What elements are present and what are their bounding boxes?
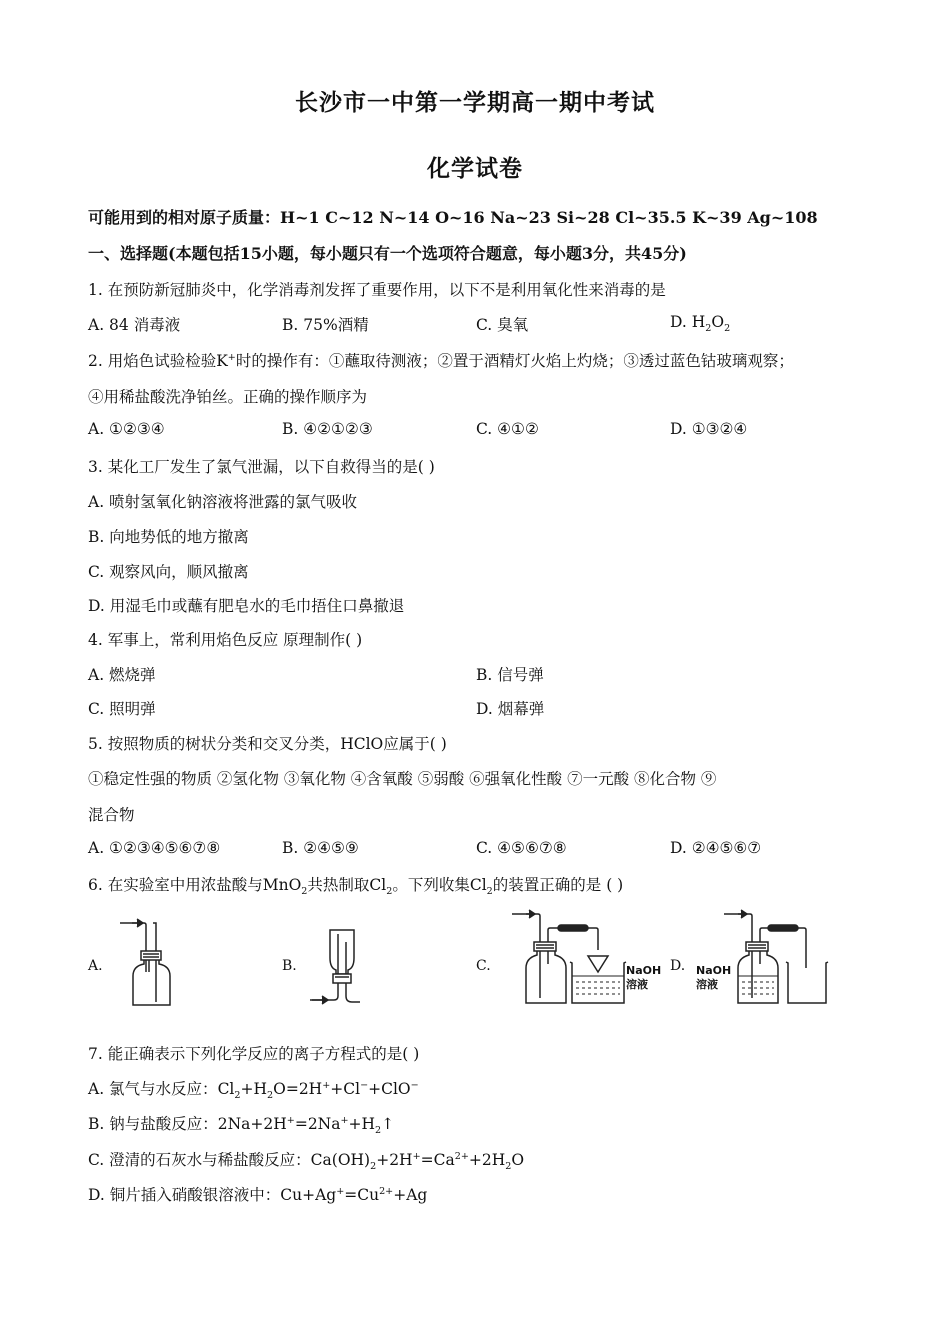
apparatus-a-diagram xyxy=(118,912,178,1012)
q2-option-c: C. ④①② xyxy=(476,420,539,438)
q4-option-b: B. 信号弹 xyxy=(476,666,544,684)
q4-option-d: D. 烟幕弹 xyxy=(476,700,545,718)
apparatus-c-diagram xyxy=(504,908,664,1012)
q5-options-line1: ①稳定性强的物质 ②氢化物 ③氧化物 ④含氧酸 ⑤弱酸 ⑥强氧化性酸 ⑦一元酸 ⑧化合物 ⑨ xyxy=(88,770,717,788)
q2-option-d: D. ①③②④ xyxy=(670,420,748,438)
q2-option-b: B. ④②①②③ xyxy=(282,420,373,438)
q6-stem: 6. 在实验室中用浓盐酸与MnO$_2$共热制取$Cl_2$。下列收集$Cl_2$的装置正确的是 ( ) xyxy=(88,876,624,898)
page-title: 长沙市一中第一学期高一期中考试 xyxy=(295,89,655,116)
q7-stem: 7. 能正确表示下列化学反应的离子方程式的是( ) xyxy=(88,1045,420,1063)
q1-option-c: C. 臭氧 xyxy=(476,316,529,334)
q2-option-a: A. ①②③④ xyxy=(88,420,165,438)
q2-stem: 2. 用焰色试验检验K+时的操作有：①蘸取待测液；②置于酒精灯火焰上灼烧；③透过蓝色钴玻璃观察； xyxy=(88,351,794,370)
apparatus-c-naoh-label: NaOH xyxy=(626,964,662,977)
q5-stem: 5. 按照物质的树状分类和交叉分类，HClO应属于( ) xyxy=(88,735,447,753)
q4-stem: 4. 军事上，常利用焰色反应 原理制作( ) xyxy=(88,631,363,649)
q6-fig-c-label: C. xyxy=(476,958,491,974)
q7-option-b: B. 钠与盐酸反应：$2Na+2H^+=2Na^++H_2↑$ xyxy=(88,1114,395,1137)
q2-stem-line2: ④用稀盐酸洗净铂丝。正确的操作顺序为 xyxy=(88,388,368,406)
apparatus-d-diagram xyxy=(694,908,834,1012)
q6-fig-b-label: B. xyxy=(282,958,297,974)
q1-stem: 1. 在预防新冠肺炎中，化学消毒剂发挥了重要作用，以下不是利用氧化性来消毒的是 xyxy=(88,281,666,299)
q4-option-a: A. 燃烧弹 xyxy=(88,666,156,684)
q6-fig-a-label: A. xyxy=(88,958,103,974)
q3-option-b: B. 向地势低的地方撤离 xyxy=(88,528,249,546)
q3-option-d: D. 用湿毛巾或蘸有肥皂水的毛巾捂住口鼻撤退 xyxy=(88,597,405,615)
section-heading: 一、选择题(本题包括15小题，每小题只有一个选项符合题意，每小题3分，共45分) xyxy=(88,244,687,263)
q3-stem: 3. 某化工厂发生了氯气泄漏，以下自救得当的是( ) xyxy=(88,458,435,476)
q6-fig-d-label: D. xyxy=(670,958,686,974)
q5-option-d: D. ②④⑤⑥⑦ xyxy=(670,839,762,857)
atomic-masses: 可能用到的相对原子质量：H~1 C~12 N~14 O~16 Na~23 Si~28 Cl~35.5 K~39 Ag~108 xyxy=(88,208,818,227)
q5-option-b: B. ②④⑤⑨ xyxy=(282,839,359,857)
q7-option-c: C. 澄清的石灰水与稀盐酸反应：$Ca(OH)_2+2H^+=Ca^{2+}+2H_2O$ xyxy=(88,1150,525,1173)
q7-option-a: A. 氯气与水反应：$Cl_2+H_2O=2H^++Cl^-+ClO^-$ xyxy=(88,1079,419,1102)
q5-options-line2: 混合物 xyxy=(88,806,135,824)
q3-option-a: A. 喷射氢氧化钠溶液将泄露的氯气吸收 xyxy=(88,493,358,511)
q5-option-c: C. ④⑤⑥⑦⑧ xyxy=(476,839,567,857)
q1-option-b: B. 75%酒精 xyxy=(282,316,369,334)
apparatus-b-diagram xyxy=(308,922,368,1012)
apparatus-c-solution-label: 溶液 xyxy=(626,978,648,991)
apparatus-d-naoh-label: NaOH xyxy=(696,964,732,977)
page-subtitle: 化学试卷 xyxy=(427,155,523,182)
q5-option-a: A. ①②③④⑤⑥⑦⑧ xyxy=(88,839,221,857)
q3-option-c: C. 观察风向，顺风撤离 xyxy=(88,563,249,581)
apparatus-d-solution-label: 溶液 xyxy=(696,978,718,991)
q4-option-c: C. 照明弹 xyxy=(88,700,156,718)
q7-option-d: D. 铜片插入硝酸银溶液中：$Cu+Ag^+=Cu^{2+}+Ag$ xyxy=(88,1185,428,1204)
q1-option-a: A. 84 消毒液 xyxy=(88,316,181,334)
q1-option-d: D. $H_2O_2$ xyxy=(670,313,731,335)
